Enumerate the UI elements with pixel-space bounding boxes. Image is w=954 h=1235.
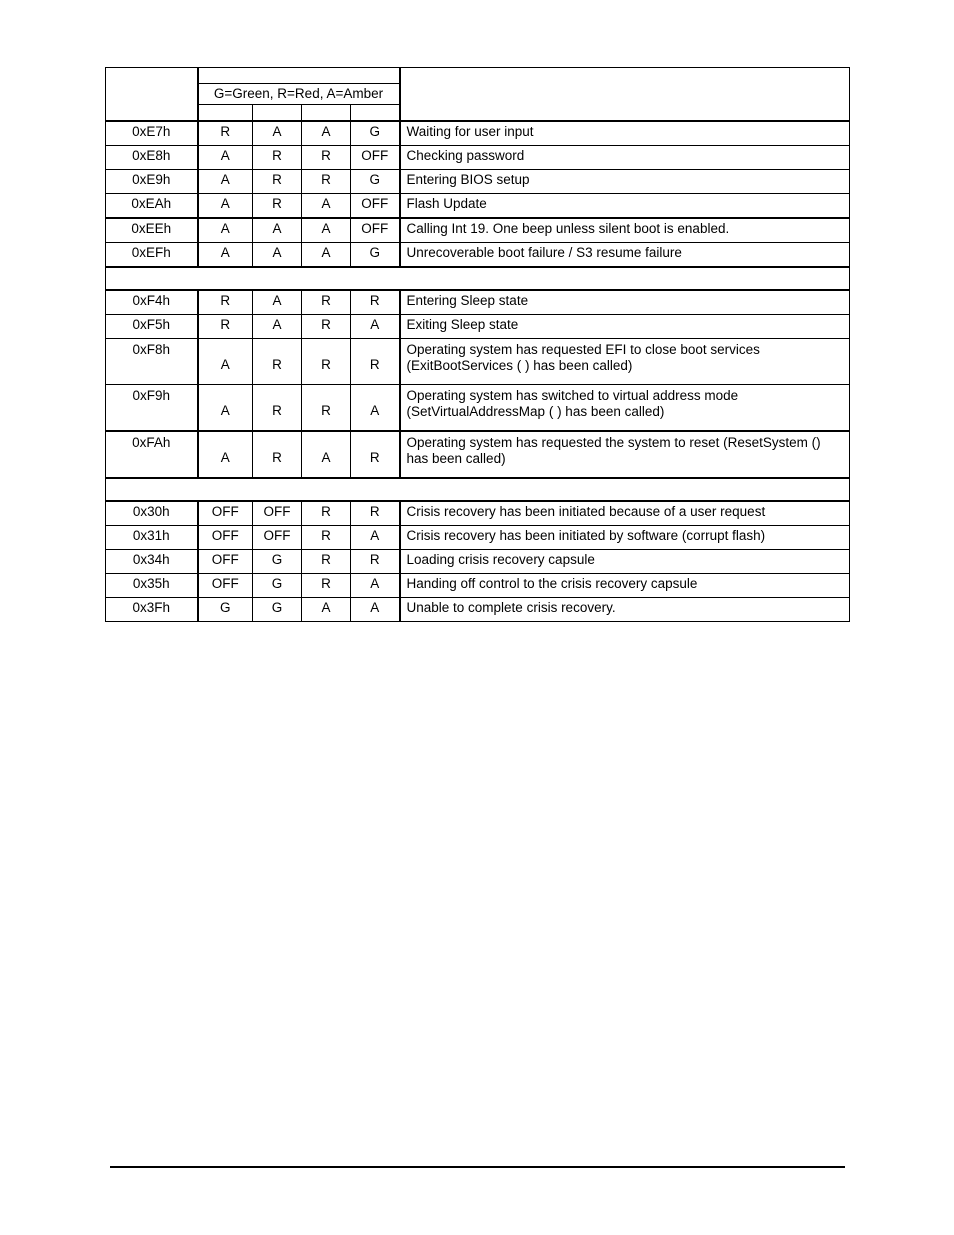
led-state-cell-1: G (198, 598, 253, 622)
header-led-4 (351, 105, 400, 122)
header-description-cell (400, 68, 850, 122)
table-body (106, 68, 850, 622)
post-code-cell: 0xFAh (106, 431, 198, 478)
table-row (106, 170, 850, 194)
led-state-cell-1: OFF (198, 501, 253, 526)
led-state-cell-1: A (198, 431, 253, 478)
led-state-cell-3: R (302, 385, 351, 432)
led-state-cell-3: R (302, 526, 351, 550)
table-row (106, 550, 850, 574)
description-cell (400, 315, 850, 339)
description-line: Flash Update (406, 196, 487, 211)
section-separator-row (106, 267, 850, 290)
description-line: has been called) (406, 451, 506, 466)
led-state-cell-2: A (253, 218, 302, 243)
led-state-cell-2: OFF (253, 526, 302, 550)
table-row (106, 243, 850, 268)
table-row (106, 146, 850, 170)
description-cell (400, 598, 850, 622)
led-state-cell-3: A (302, 121, 351, 146)
description-line: Entering BIOS setup (406, 172, 530, 187)
table-row (106, 339, 850, 385)
led-state-cell-4: A (351, 385, 400, 432)
post-code-cell: 0xE8h (106, 146, 198, 170)
post-code-cell: 0xEFh (106, 243, 198, 268)
description-line: Exiting Sleep state (406, 317, 519, 332)
description-cell (400, 526, 850, 550)
led-state-cell-2: R (253, 170, 302, 194)
led-state-cell-1: OFF (198, 550, 253, 574)
description-line: Checking password (406, 148, 525, 163)
description-cell (400, 574, 850, 598)
led-state-cell-1: A (198, 385, 253, 432)
header-row-top (106, 68, 850, 84)
led-state-cell-2: G (253, 550, 302, 574)
description-cell (400, 218, 850, 243)
description-line: (SetVirtualAddressMap ( ) has been called) (406, 404, 665, 419)
table-row (106, 431, 850, 478)
section-separator-cell (106, 478, 850, 501)
led-state-cell-2: G (253, 574, 302, 598)
led-state-cell-4: G (351, 170, 400, 194)
led-state-cell-1: A (198, 339, 253, 385)
description-line: Calling Int 19. One beep unless silent boot is enabled. (406, 221, 730, 236)
led-state-cell-3: R (302, 501, 351, 526)
led-state-cell-4: A (351, 574, 400, 598)
led-state-cell-1: OFF (198, 574, 253, 598)
led-state-cell-4: A (351, 526, 400, 550)
description-cell (400, 170, 850, 194)
led-state-cell-3: R (302, 550, 351, 574)
post-code-cell: 0xEAh (106, 194, 198, 219)
post-code-cell: 0x31h (106, 526, 198, 550)
table-row (106, 526, 850, 550)
description-cell (400, 194, 850, 219)
description-cell (400, 339, 850, 385)
led-state-cell-4: R (351, 550, 400, 574)
led-state-cell-4: OFF (351, 218, 400, 243)
led-state-cell-4: OFF (351, 194, 400, 219)
post-code-table (105, 67, 850, 622)
led-state-cell-2: A (253, 315, 302, 339)
led-state-cell-3: A (302, 431, 351, 478)
led-state-cell-4: R (351, 501, 400, 526)
description-cell (400, 121, 850, 146)
table-row (106, 501, 850, 526)
description-line: Handing off control to the crisis recovery capsule (406, 576, 698, 591)
post-code-cell: 0xF4h (106, 290, 198, 315)
post-code-cell: 0xE7h (106, 121, 198, 146)
led-state-cell-4: R (351, 339, 400, 385)
post-code-cell: 0xF8h (106, 339, 198, 385)
color-legend: G=Green, R=Red, A=Amber (198, 84, 400, 105)
led-state-cell-1: OFF (198, 526, 253, 550)
led-state-cell-2: A (253, 290, 302, 315)
description-cell (400, 290, 850, 315)
led-state-cell-1: R (198, 290, 253, 315)
description-cell (400, 146, 850, 170)
led-state-cell-3: A (302, 218, 351, 243)
led-state-cell-3: A (302, 598, 351, 622)
table-row (106, 315, 850, 339)
table-row (106, 598, 850, 622)
led-state-cell-1: A (198, 170, 253, 194)
led-state-cell-4: R (351, 290, 400, 315)
led-state-cell-3: R (302, 290, 351, 315)
led-state-cell-3: R (302, 146, 351, 170)
description-line: Operating system has switched to virtual address mode (406, 388, 739, 403)
section-separator-row (106, 478, 850, 501)
description-line: Crisis recovery has been initiated because of a user request (406, 504, 766, 519)
description-cell (400, 385, 850, 432)
led-state-cell-4: OFF (351, 146, 400, 170)
post-code-cell: 0xE9h (106, 170, 198, 194)
header-led-3 (302, 105, 351, 122)
led-state-cell-4: R (351, 431, 400, 478)
description-cell (400, 431, 850, 478)
led-state-cell-3: R (302, 170, 351, 194)
description-line: Entering Sleep state (406, 293, 529, 308)
post-code-cell: 0x30h (106, 501, 198, 526)
description-line: Operating system has requested the system to reset (ResetSystem () (406, 435, 821, 450)
led-state-cell-4: A (351, 315, 400, 339)
led-state-cell-4: G (351, 121, 400, 146)
led-state-cell-2: G (253, 598, 302, 622)
led-state-cell-1: R (198, 121, 253, 146)
post-code-cell: 0xF9h (106, 385, 198, 432)
led-state-cell-1: A (198, 243, 253, 268)
description-line: Waiting for user input (406, 124, 534, 139)
led-state-cell-3: R (302, 339, 351, 385)
led-state-cell-3: R (302, 574, 351, 598)
led-state-cell-1: R (198, 315, 253, 339)
led-state-cell-1: A (198, 218, 253, 243)
table-row (106, 290, 850, 315)
post-code-cell: 0xEEh (106, 218, 198, 243)
post-code-cell: 0xF5h (106, 315, 198, 339)
led-state-cell-2: A (253, 121, 302, 146)
led-state-cell-2: OFF (253, 501, 302, 526)
description-line: Crisis recovery has been initiated by software (corrupt flash) (406, 528, 766, 543)
description-line: (ExitBootServices ( ) has been called) (406, 358, 633, 373)
header-led-2 (253, 105, 302, 122)
table-row (106, 385, 850, 432)
led-state-cell-2: R (253, 146, 302, 170)
post-code-cell: 0x34h (106, 550, 198, 574)
led-state-cell-4: G (351, 243, 400, 268)
led-state-cell-3: R (302, 315, 351, 339)
post-code-cell: 0x3Fh (106, 598, 198, 622)
led-state-cell-2: R (253, 385, 302, 432)
header-led-1 (198, 105, 253, 122)
led-state-cell-2: R (253, 431, 302, 478)
led-state-cell-2: R (253, 194, 302, 219)
led-state-cell-2: R (253, 339, 302, 385)
led-state-cell-1: A (198, 194, 253, 219)
table-row (106, 194, 850, 219)
table-row (106, 121, 850, 146)
description-cell (400, 243, 850, 268)
footer-rule (110, 1166, 845, 1168)
description-line: Unrecoverable boot failure / S3 resume failure (406, 245, 682, 260)
post-code-cell: 0x35h (106, 574, 198, 598)
header-code-cell (106, 68, 198, 122)
table-row (106, 574, 850, 598)
led-state-cell-1: A (198, 146, 253, 170)
led-state-cell-2: A (253, 243, 302, 268)
table-row (106, 218, 850, 243)
led-state-cell-3: A (302, 194, 351, 219)
section-separator-cell (106, 267, 850, 290)
led-state-cell-3: A (302, 243, 351, 268)
description-line: Operating system has requested EFI to close boot services (406, 342, 760, 357)
description-cell (400, 501, 850, 526)
description-line: Unable to complete crisis recovery. (406, 600, 616, 615)
description-cell (400, 550, 850, 574)
header-led-group-cell (198, 68, 400, 84)
led-state-cell-4: A (351, 598, 400, 622)
description-line: Loading crisis recovery capsule (406, 552, 595, 567)
